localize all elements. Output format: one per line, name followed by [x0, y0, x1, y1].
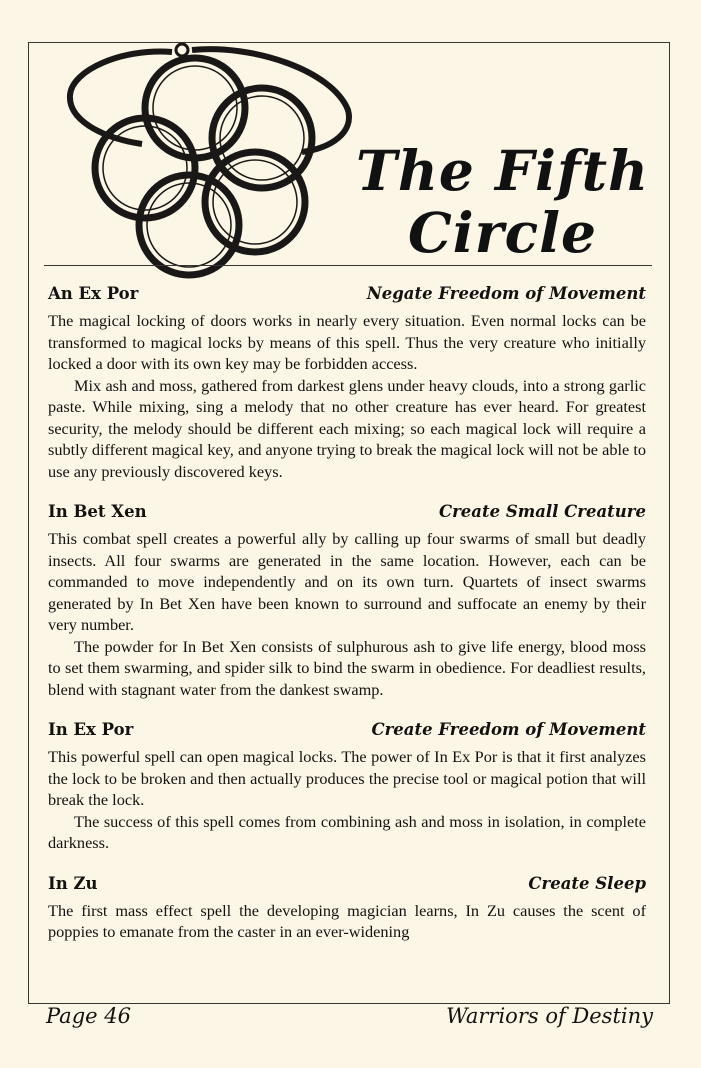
title-line-1: The Fifth [355, 138, 649, 203]
spell-name: An Ex Por [48, 284, 139, 303]
spell-effect: Negate Freedom of Movement [366, 284, 646, 303]
spell-description: The first mass effect spell the developing magician learns, In Zu causes the scent of poppies to emanate from the caster in an ever-widening [48, 900, 646, 941]
spell-name: In Zu [48, 873, 98, 893]
chapter-title [356, 140, 649, 264]
interlocking-rings-illustration [62, 40, 362, 280]
spell-effect: Create Small Creature [438, 502, 646, 521]
book-title: Warriors of Destiny [446, 1004, 653, 1028]
spell-in-bet-xen [48, 502, 646, 700]
spell-effect: Create Sleep [528, 873, 646, 893]
title-line-2: Circle [407, 200, 597, 265]
spell-description: The magical locking of doors works in nearly every situation. Even normal locks can be transformed to magical locks by means of this spell. Thus the very creature who initially locked a door with its own key may be forbidden access. [48, 311, 646, 373]
spell-name: In Bet Xen [48, 502, 147, 521]
page-footer [46, 1004, 653, 1028]
spell-description: This combat spell creates a powerful ally by calling up four swarms of small but deadly insects. All four swarms are generated in the same location. However, each can be commanded to move independently and on its own turn. Quartets of insect swarms generated by In Bet Xen have been known to surround and suffocate an enemy by their very number. [48, 529, 646, 634]
spell-reagents: The success of this spell comes from combining ash and moss in isolation, in complete darkness. [48, 811, 646, 852]
title-divider [44, 265, 652, 266]
spell-in-zu [48, 874, 646, 943]
spell-reagents: The powder for In Bet Xen consists of sulphurous ash to give life energy, blood moss to set them swarming, and spider silk to bind the swarm in obedience. For deadliest results, blend with stagnant water from the dankest swamp. [48, 636, 646, 699]
spell-reagents: Mix ash and moss, gathered from darkest glens under heavy clouds, into a strong garlic paste. While mixing, sing a melody that no other creature has ever heard. For greatest security, the melody should be different each mixing; so each magical lock will require a subtly different magical key, and anyone trying to break the magical lock will not be able to use any previously discovered keys. [48, 375, 646, 481]
spell-effect: Create Freedom of Movement [371, 720, 646, 739]
spell-description: This powerful spell can open magical locks. The power of In Ex Por is that it first analyzes the lock to be broken and then actually produces the precise tool or magical potion that will break the lock. [48, 747, 646, 809]
spell-list [48, 284, 646, 963]
spell-an-ex-por [48, 284, 646, 482]
spell-in-ex-por [48, 720, 646, 854]
page-number: Page 46 [46, 1004, 131, 1028]
spell-name: In Ex Por [48, 720, 134, 739]
